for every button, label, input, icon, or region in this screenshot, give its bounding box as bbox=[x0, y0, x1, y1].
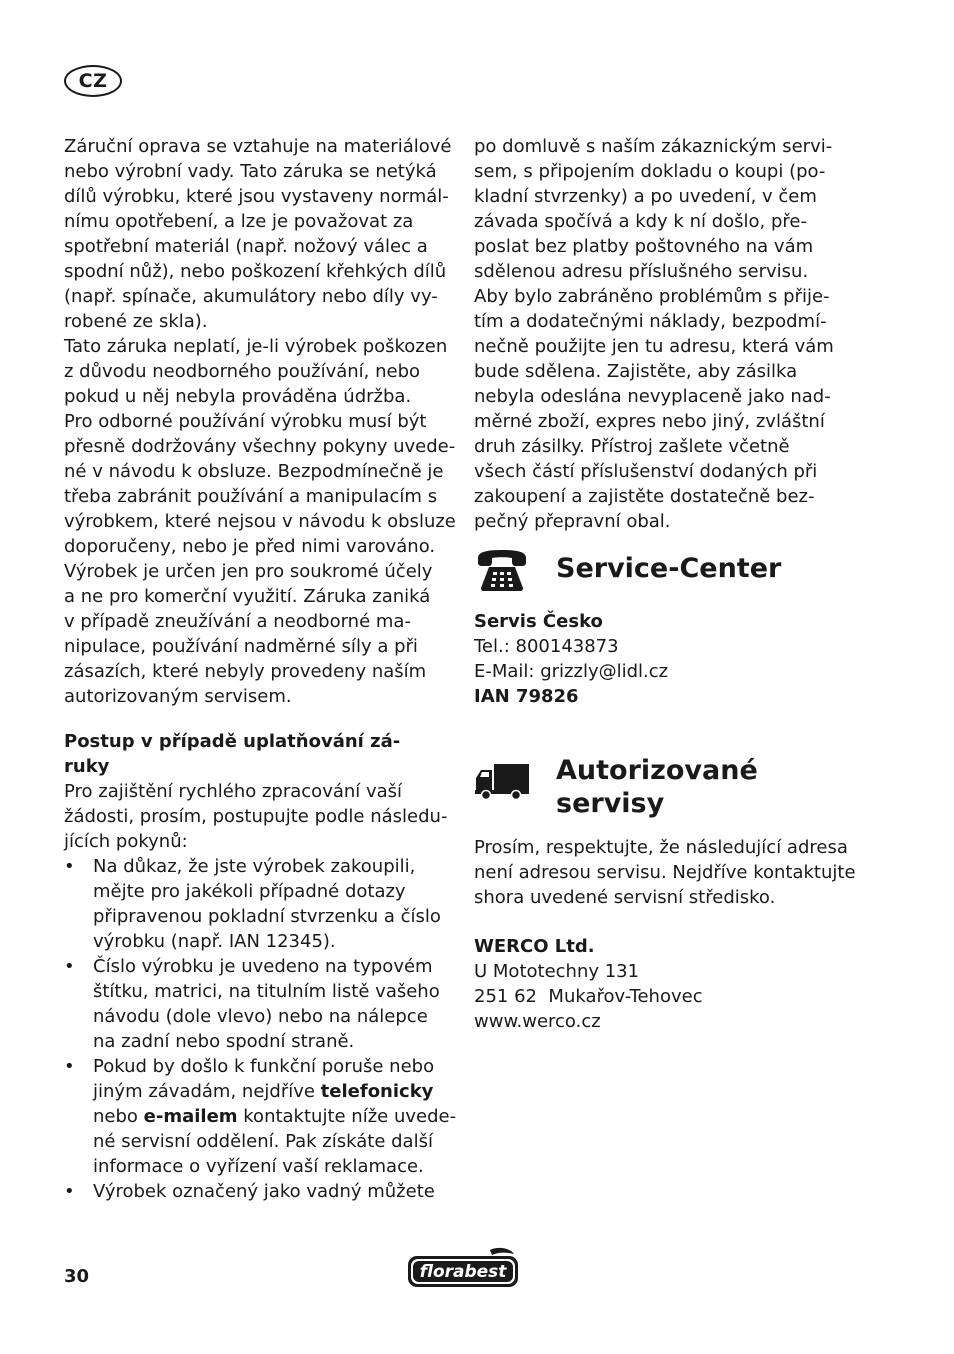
text-line: Pro odborné používání výrobku musí být bbox=[64, 411, 427, 432]
text-line: Tato záruka neplatí, je-li výrobek poškozen bbox=[64, 336, 448, 357]
text-line: Prosím, respektujte, že následující adresa bbox=[474, 837, 848, 858]
service-email: E-Mail: grizzly@lidl.cz bbox=[474, 661, 669, 682]
text-line: tím a dodatečnými náklady, bezpodmí- bbox=[474, 311, 827, 332]
text-fragment: nebo bbox=[93, 1106, 144, 1127]
text-line: závada spočívá a kdy k ní došlo, pře- bbox=[474, 211, 807, 232]
text-line: žádosti, prosím, postupujte podle následu- bbox=[64, 806, 448, 827]
text-line: přesně dodržovány všechny pokyny uvede- bbox=[64, 436, 456, 457]
text-line: připravenou pokladní stvrzenku a číslo bbox=[93, 906, 441, 927]
text-line: Výrobek označený jako vadný můžete bbox=[93, 1181, 435, 1202]
language-badge bbox=[64, 65, 122, 97]
text-line: pečný přepravní obal. bbox=[474, 511, 671, 532]
text-line: výrobkem, které nejsou v návodu k obsluze bbox=[64, 511, 456, 532]
text-line: návodu (dole vlevo) nebo na nálepce bbox=[93, 1006, 428, 1027]
text-line: měrné zboží, expres nebo jiný, zvláštní bbox=[474, 411, 825, 432]
shipping-paragraph bbox=[474, 134, 864, 534]
language-code: CZ bbox=[78, 70, 108, 92]
authorized-service-note bbox=[474, 835, 874, 910]
service-center-heading bbox=[474, 548, 781, 592]
text-line: Číslo výrobku je uvedeno na typovém bbox=[93, 956, 433, 977]
service-ian: IAN 79826 bbox=[474, 686, 579, 707]
left-column bbox=[64, 134, 457, 1204]
text-line: Postup v případě uplatňování zá- bbox=[64, 731, 401, 752]
list-item bbox=[64, 1054, 457, 1179]
text-line: všech částí příslušenství dodaných při bbox=[474, 461, 818, 482]
text-line: spotřební materiál (např. nožový válec a bbox=[64, 236, 428, 257]
text-line: není adresou servisu. Nejdříve kontaktujte bbox=[474, 862, 856, 883]
service-phone: Tel.: 800143873 bbox=[474, 636, 619, 657]
text-line: kladní stvrzenky) a po uvedení, v čem bbox=[474, 186, 817, 207]
authorized-service-heading bbox=[474, 754, 758, 820]
text-line: sem, s připojením dokladu o koupi (po- bbox=[474, 161, 826, 182]
text-line: robené ze skla). bbox=[64, 311, 208, 332]
claim-procedure-heading bbox=[64, 729, 448, 779]
text-line: nipulace, používání nadměrné síly a při bbox=[64, 636, 418, 657]
text-line: výrobku (např. IAN 12345). bbox=[93, 931, 336, 952]
city-address: 251 62 Mukařov-Tehovec bbox=[474, 986, 703, 1007]
text-line: Na důkaz, že jste výrobek zakoupili, bbox=[93, 856, 416, 877]
text-line: pokud u něj nebyla prováděna údržba. bbox=[64, 386, 412, 407]
bullet-icon: • bbox=[64, 1181, 75, 1202]
florabest-logo bbox=[406, 1246, 520, 1290]
text-line: na zadní nebo spodní straně. bbox=[93, 1031, 355, 1052]
bullet-icon: • bbox=[64, 1056, 75, 1077]
text-line: zakoupení a zajistěte dostatečně bez- bbox=[474, 486, 815, 507]
text-fragment: jiným závadám, nejdříve bbox=[93, 1081, 321, 1102]
list-item bbox=[64, 854, 448, 954]
text-line: poslat bez platby poštovného na vám bbox=[474, 236, 814, 257]
text-line: ruky bbox=[64, 756, 110, 777]
text-line: shora uvedené servisní středisko. bbox=[474, 887, 776, 908]
text-line: spodní nůž), nebo poškození křehkých dílů bbox=[64, 261, 447, 282]
text-line: mějte pro jakékoli případné dotazy bbox=[93, 881, 406, 902]
text-line: z důvodu neodborného používání, nebo bbox=[64, 361, 421, 382]
warranty-scope-paragraph bbox=[64, 134, 452, 334]
claim-steps-list bbox=[64, 854, 457, 1204]
list-item bbox=[64, 1179, 448, 1204]
claim-intro-paragraph bbox=[64, 779, 448, 854]
text-line: nebyla odeslána nevyplaceně jako nad- bbox=[474, 386, 831, 407]
page-number: 30 bbox=[64, 1266, 90, 1287]
text-line: né servisní oddělení. Pak získáte další bbox=[93, 1131, 433, 1152]
company-name: WERCO Ltd. bbox=[474, 936, 595, 957]
right-column bbox=[474, 134, 864, 534]
text-line: Aby bylo zabráněno problémům s přije- bbox=[474, 286, 830, 307]
text-line: štítku, matrici, na titulním listě vašeho bbox=[93, 981, 440, 1002]
service-name: Servis Česko bbox=[474, 611, 603, 632]
text-fragment: kontaktujte níže uvede- bbox=[237, 1106, 457, 1127]
website: www.werco.cz bbox=[474, 1011, 601, 1032]
text-line: zásazích, které nebyly provedeny naším bbox=[64, 661, 427, 682]
logo-text: florabest bbox=[419, 1262, 507, 1282]
service-center-contact bbox=[474, 609, 874, 709]
text-line: v případě zneužívání a neodborné ma- bbox=[64, 611, 411, 632]
service-center-title: Service-Center bbox=[556, 553, 782, 584]
text-line: nečně použijte jen tu adresu, která vám bbox=[474, 336, 834, 357]
text-line: (např. spínače, akumulátory nebo díly vy- bbox=[64, 286, 438, 307]
text-line: třeba zabránit používání a manipulacím s bbox=[64, 486, 438, 507]
email-emphasis: e-mailem bbox=[143, 1106, 238, 1127]
street-address: U Mototechny 131 bbox=[474, 961, 640, 982]
title-line: servisy bbox=[556, 788, 665, 819]
authorized-service-title bbox=[556, 754, 758, 820]
text-line bbox=[93, 1104, 457, 1129]
text-line: sdělenou adresu příslušného servisu. bbox=[474, 261, 809, 282]
text-line: po domluvě s naším zákaznickým servi- bbox=[474, 136, 833, 157]
telephone-icon bbox=[474, 548, 530, 592]
authorized-service-address bbox=[474, 934, 874, 1034]
text-line: autorizovaným servisem. bbox=[64, 686, 292, 707]
text-line: a ne pro komerční využití. Záruka zaniká bbox=[64, 586, 431, 607]
warranty-exclusion-paragraph bbox=[64, 334, 456, 709]
text-line: nebo výrobní vady. Tato záruka se netýká bbox=[64, 161, 437, 182]
text-line: Záruční oprava se vztahuje na materiálové bbox=[64, 136, 452, 157]
text-line: nímu opotřebení, a lze je považovat za bbox=[64, 211, 414, 232]
text-line: doporučeny, nebo je před nimi varováno. bbox=[64, 536, 436, 557]
bullet-icon: • bbox=[64, 856, 75, 877]
text-line: Výrobek je určen jen pro soukromé účely bbox=[64, 561, 433, 582]
text-line: bude sdělena. Zajistěte, aby zásilka bbox=[474, 361, 798, 382]
text-line: Pokud by došlo k funkční poruše nebo bbox=[93, 1056, 435, 1077]
text-line bbox=[93, 1079, 448, 1104]
text-line: Pro zajištění rychlého zpracování vaší bbox=[64, 781, 403, 802]
title-line: Autorizované bbox=[556, 755, 758, 786]
text-line: jících pokynů: bbox=[64, 831, 188, 852]
text-line: né v návodu k obsluze. Bezpodmínečně je bbox=[64, 461, 444, 482]
text-line: dílů výrobku, které jsou vystaveny normál- bbox=[64, 186, 449, 207]
text-line: druh zásilky. Přístroj zašlete včetně bbox=[474, 436, 790, 457]
list-item bbox=[64, 954, 448, 1054]
truck-icon bbox=[474, 760, 530, 804]
phone-emphasis: telefonicky bbox=[320, 1081, 434, 1102]
bullet-icon: • bbox=[64, 956, 75, 977]
text-line: informace o vyřízení vaší reklamace. bbox=[93, 1156, 424, 1177]
